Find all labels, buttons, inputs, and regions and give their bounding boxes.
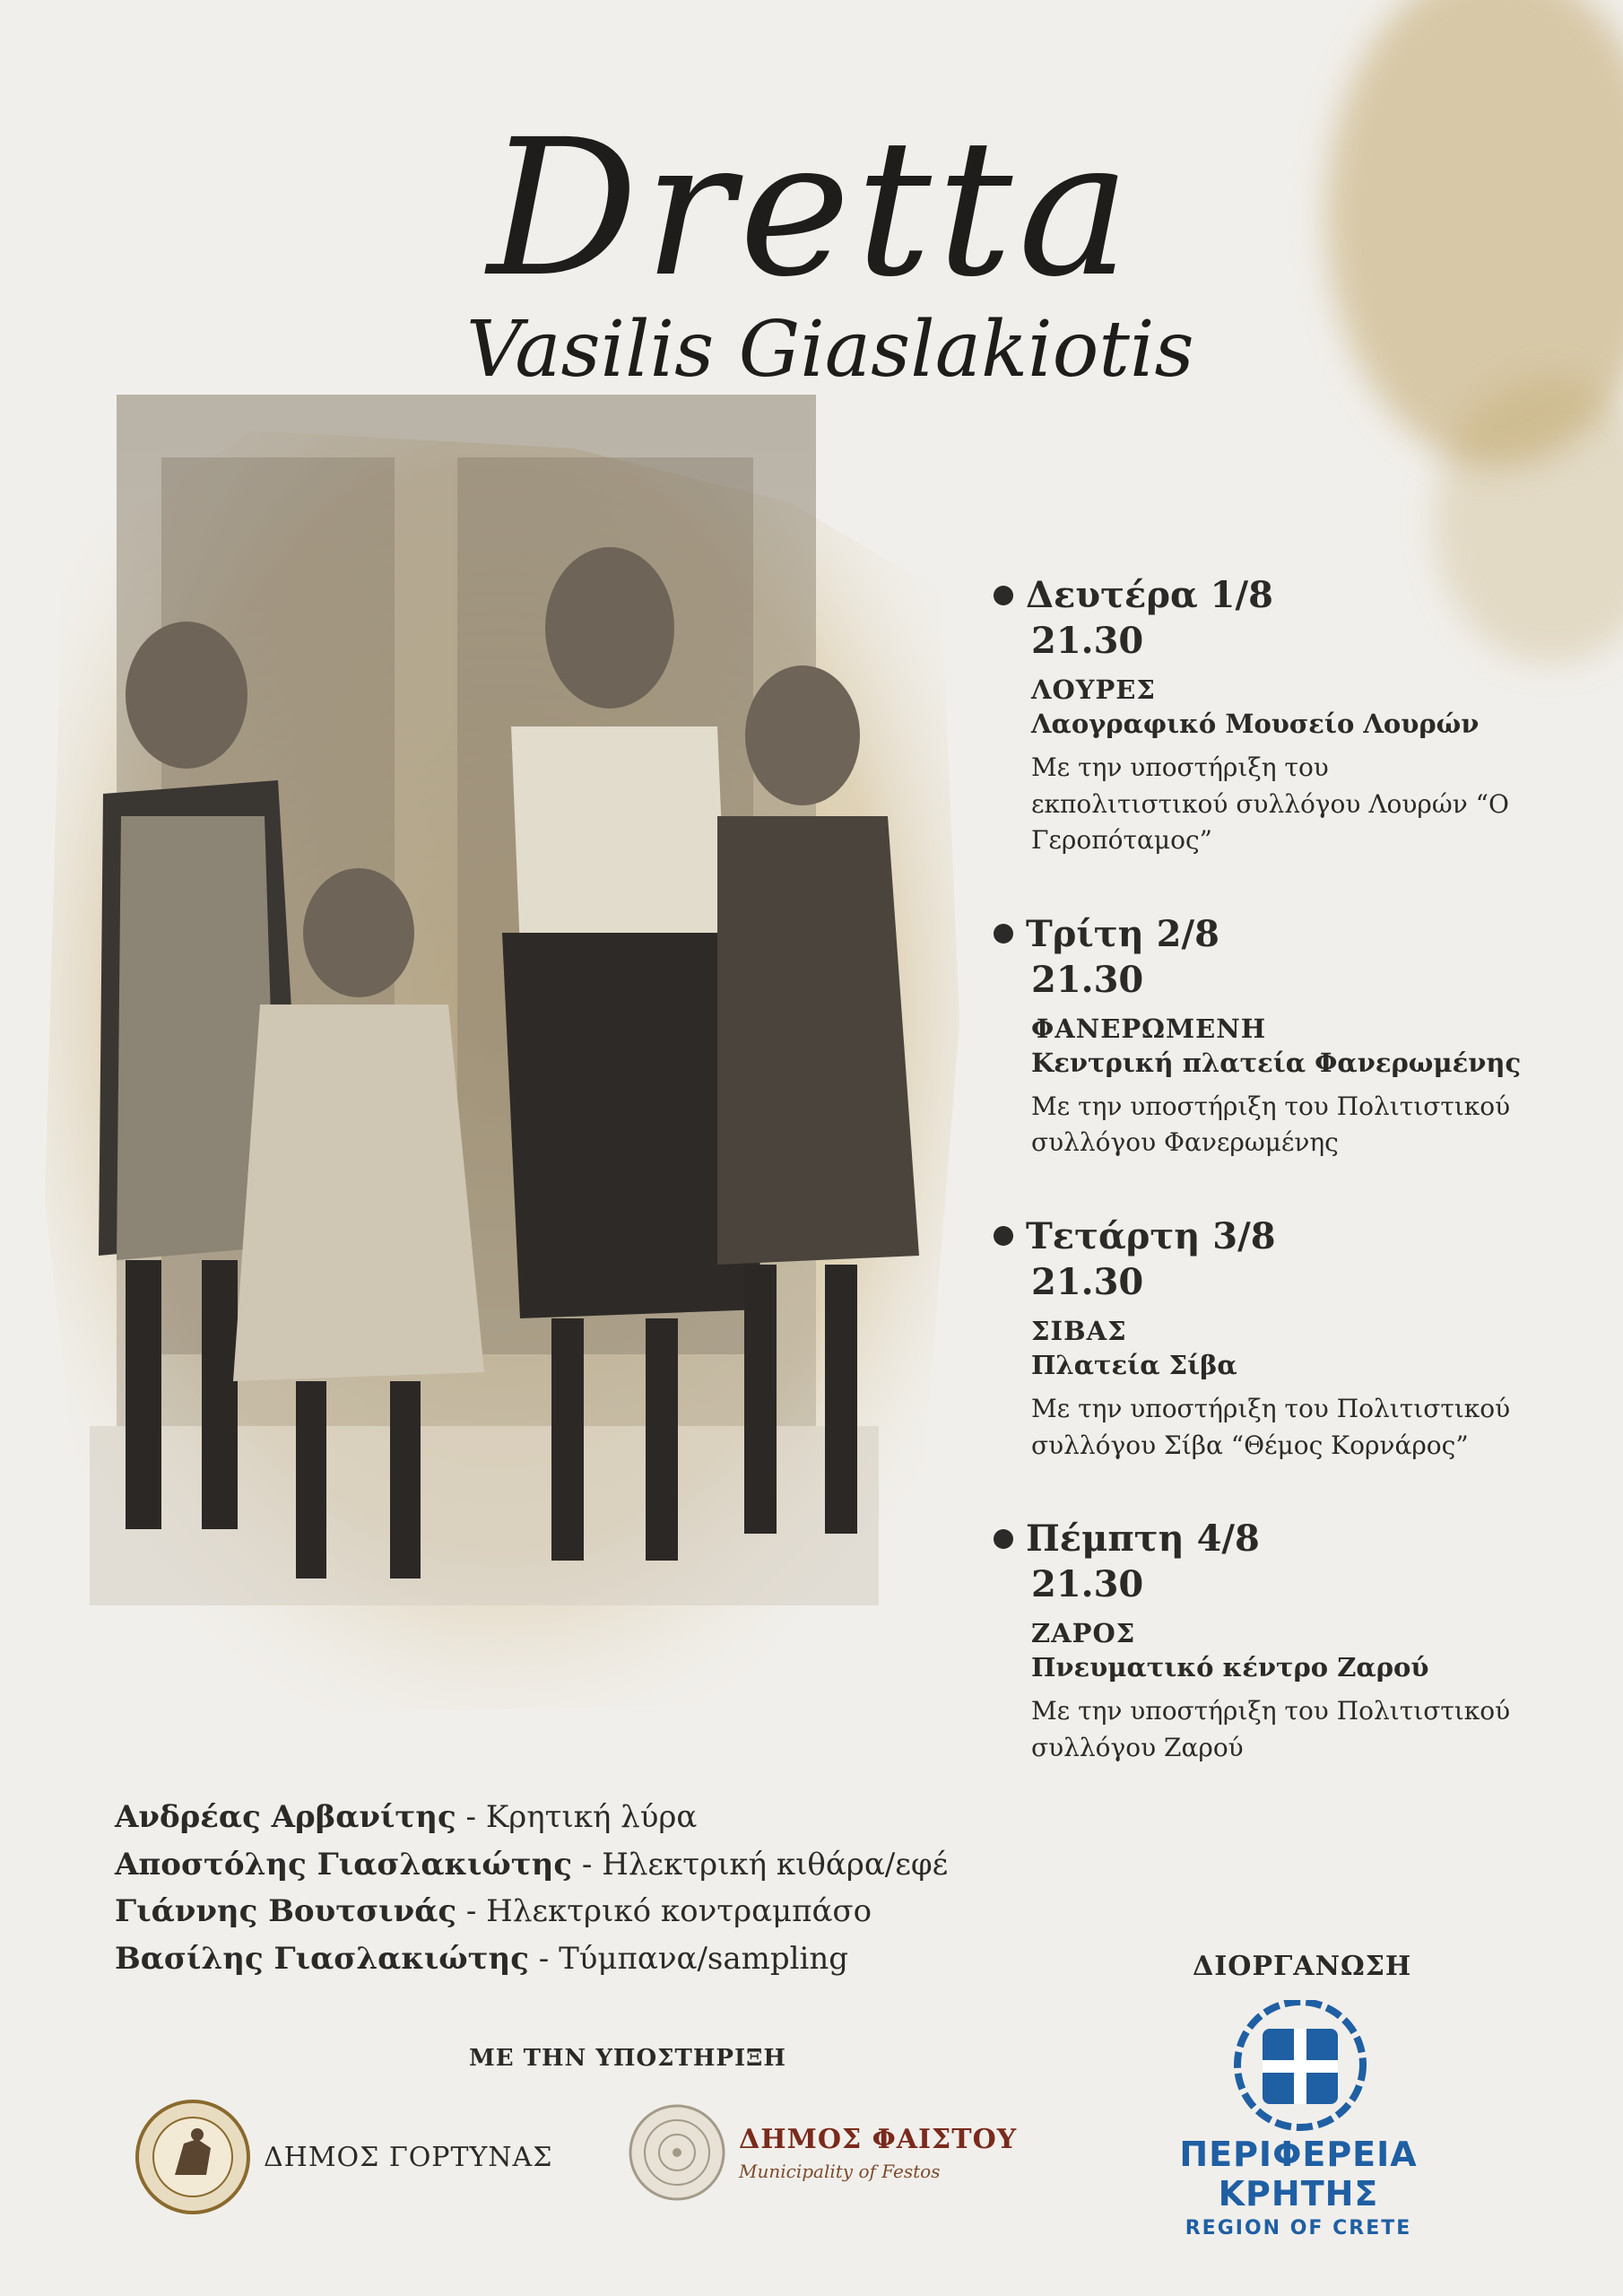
musician-row xyxy=(115,1935,948,1983)
region-name-english: REGION OF CRETE xyxy=(1185,2217,1412,2239)
event-day: Δευτέρα 1/8 xyxy=(1026,574,1273,616)
musician-name: Αποστόλης Γιασλακιώτης xyxy=(115,1846,573,1883)
musician-name: Ανδρέας Αρβανίτης xyxy=(115,1799,456,1835)
event-day: Πέμπτη 4/8 xyxy=(1026,1518,1260,1561)
event-time: 21.30 xyxy=(1031,1260,1144,1303)
musician-name: Βασίλης Γιασλακιώτης xyxy=(115,1941,529,1978)
event-support: Με την υποστήριξη του Πολιτιστικού συλλόγου Φανερωμένης xyxy=(1031,1091,1511,1158)
region-crete-text xyxy=(1119,2135,1478,2239)
musicians-list xyxy=(115,1794,948,1983)
poster-subtitle: Vasilis Giaslakiotis xyxy=(466,305,1194,395)
region-crete-emblem-icon xyxy=(1228,2000,1372,2135)
gortyna-logo xyxy=(135,2099,552,2215)
event-time: 21.30 xyxy=(1031,958,1144,1001)
event-place: ΦΑΝΕΡΩΜΕΝΗ xyxy=(1031,1013,1267,1044)
musician-name: Γιάννης Βουτσινάς xyxy=(115,1893,457,1930)
festos-subtitle: Municipality of Festos xyxy=(739,2160,941,2182)
event-item xyxy=(994,1215,1567,1464)
bullet-icon xyxy=(994,1529,1013,1549)
bullet-icon xyxy=(994,924,1013,944)
gortyna-name: ΔΗΜΟΣ ΓΟΡΤΥΝΑΣ xyxy=(264,2141,553,2173)
event-venue: Κεντρική πλατεία Φανερωμένης xyxy=(1031,1047,1522,1078)
event-day: Τετάρτη 3/8 xyxy=(1026,1214,1276,1257)
support-heading: ΜΕ ΤΗΝ ΥΠΟΣΤΗΡΙΞΗ xyxy=(468,2045,786,2072)
event-time: 21.30 xyxy=(1031,1563,1144,1606)
event-schedule xyxy=(994,574,1567,1820)
musician-row xyxy=(115,1794,948,1841)
musician-role: - Ηλεκτρική κιθάρα/εφέ xyxy=(572,1846,949,1883)
event-place: ΛΟΥΡΕΣ xyxy=(1031,674,1156,705)
organizer-heading: ΔΙΟΡΓΑΝΩΣΗ xyxy=(1193,1951,1412,1982)
event-place: ΖΑΡΟΣ xyxy=(1031,1618,1136,1649)
musician-role: - Κρητική λύρα xyxy=(456,1799,698,1835)
musician-row xyxy=(115,1888,948,1935)
gortyna-seal-icon xyxy=(135,2099,251,2215)
event-item xyxy=(994,574,1567,859)
festos-name: ΔΗΜΟΣ ΦΑΙΣΤΟΥ xyxy=(739,2123,1018,2155)
event-venue: Λαογραφικό Μουσείο Λουρών xyxy=(1031,709,1480,739)
bullet-icon xyxy=(994,586,1013,605)
musician-role: - Τύμπανα/sampling xyxy=(528,1941,849,1978)
event-day: Τρίτη 2/8 xyxy=(1026,912,1219,955)
event-support: Με την υποστήριξη του εκπολιτιστικού συλλόγου Λουρών “Ο Γεροπόταμος” xyxy=(1031,752,1509,856)
festos-disc-icon xyxy=(628,2103,726,2202)
musician-role: - Ηλεκτρικό κοντραμπάσο xyxy=(456,1893,872,1930)
festos-logo xyxy=(628,2103,1017,2202)
event-support: Με την υποστήριξη του Πολιτιστικού συλλόγου Ζαρού xyxy=(1031,1696,1511,1762)
musician-row xyxy=(115,1841,948,1889)
region-name-greek: ΠΕΡΙΦΕΡΕΙΑ ΚΡΗΤΗΣ xyxy=(1179,2135,1418,2213)
event-venue: Πλατεία Σίβα xyxy=(1031,1349,1237,1380)
poster-title: Dretta xyxy=(487,99,1136,318)
event-place: ΣΙΒΑΣ xyxy=(1031,1315,1127,1346)
event-item xyxy=(994,913,1567,1161)
bullet-icon xyxy=(994,1226,1013,1246)
vintage-photo xyxy=(36,395,968,1722)
event-time: 21.30 xyxy=(1031,620,1144,662)
event-item xyxy=(994,1518,1567,1766)
event-support: Με την υποστήριξη του Πολιτιστικού συλλόγου Σίβα “Θέμος Κορνάρος” xyxy=(1031,1393,1511,1460)
event-venue: Πνευματικό κέντρο Ζαρού xyxy=(1031,1652,1429,1683)
